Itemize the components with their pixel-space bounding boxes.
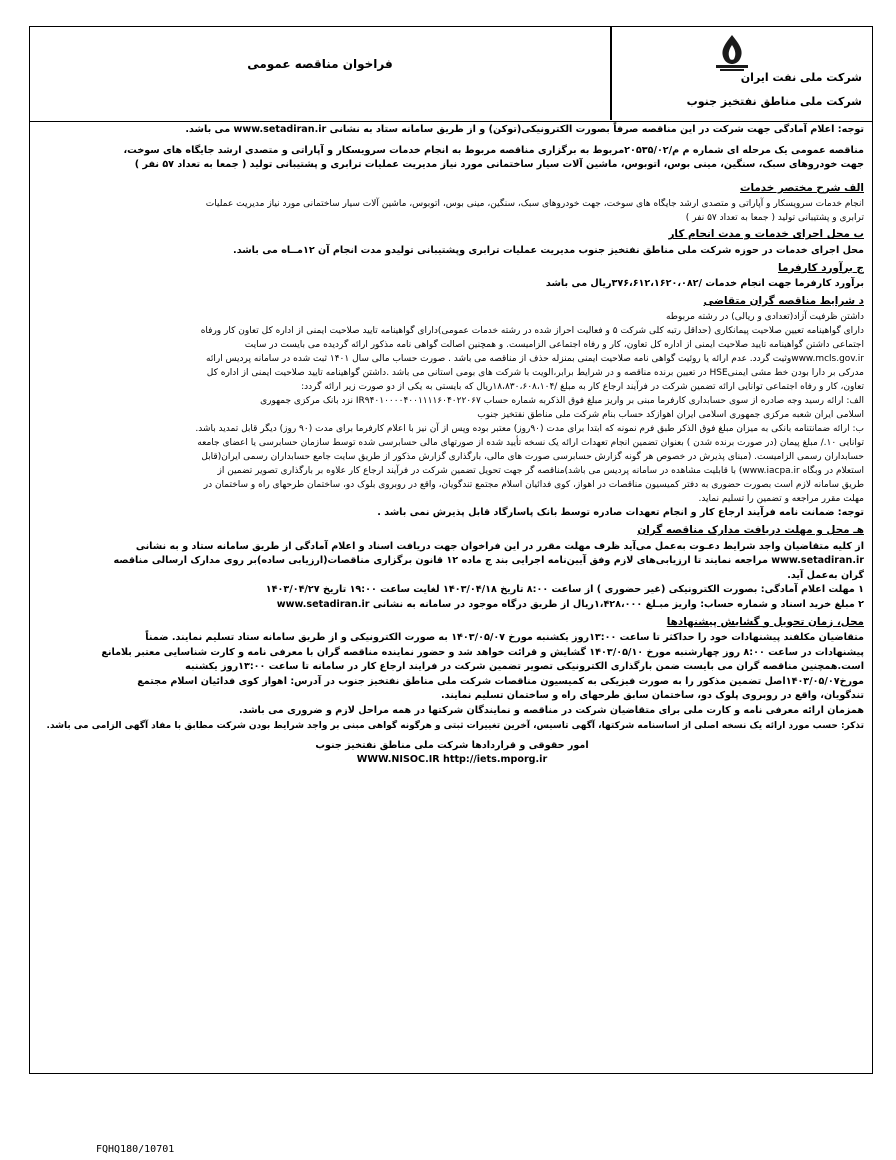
document-body bbox=[40, 123, 864, 768]
section-e-item: ۲ مبلغ خرید اسناد و شماره حساب: واریز مبـلغ ۱،۴۲۸،۰۰۰ریال از طریق درگاه موجود در سامانه به نشانی www.setadiran.ir bbox=[276, 598, 864, 610]
section-d-line: طریق سامانه لازم است بصورت حضوری به دفتر کمیسیون مناقصات در اهواز، کوی فدائیان اسلام مجتمع تندگویان، واقع در روبروی بلوک دو، ساختمان طرحهای راه و ساختمان در bbox=[203, 480, 864, 491]
section-d-line: دارای گواهینامه تعیین صلاحیت پیمانکاری (حداقل رتبه کلی شرکت ۵ و فعالیت احراز شده در رشته خدمات عمومی)دارای گواهینامه تایید صلاحیت ایمنی از اداره کل تعاون کار ورفاه bbox=[200, 326, 864, 337]
section-d-line: استعلام در وبگاه www.iacpa.ir) با قابلیت مشاهده در سامانه پردیس می باشد)مناقصه گر جهت تحویل تضمین شرکت در فرآیند ارجاع کار علاوه بر بارگذاری تصویر تضمین از bbox=[217, 466, 864, 477]
section-e-line: www.setadiran.ir مراجعه نمایند تا ارزیابی‌های لازم وفق آیین‌نامه اجرایی بند ج ماده ۱۲ قانون برگزاری مناقصات(ارزیابی ساده)بر روی مدارک ارسالی مناقصه bbox=[113, 555, 864, 567]
section-d-line: www.mcls.gov.irوثیت گردد. عدم ارائه یا روئیت گواهی نامه صلاحیت ایمنی بمنزله حذف از مناقصه می باشد . صورت حساب مالی سال ۱۴۰۱ ثبت شده در سامانه پردیس ارائه bbox=[206, 354, 864, 365]
section-d-line: داشتن ظرفیت آزاد(تعدادی و ریالی) در رشته مربوطه bbox=[665, 312, 864, 323]
section-a-heading: الف شرح مختصر خدمات bbox=[740, 181, 864, 194]
intro-line: جهت خودروهای سبک، سنگین، مینی بوس، اتوبوس، ماشین آلات سیار ساختمانی مورد نیاز مدیریت عملیات ترابری و پشتیبانی تولید ( جمعا به تعداد ۵۷ نفر ) bbox=[134, 159, 864, 171]
footer-code: FQHQ180/10701 bbox=[96, 1144, 175, 1155]
section-f-line: تندگویان، واقع در روبروی پلوک دو، ساختمان سابق طرحهای راه و ساختمان تسلیم نمایند. bbox=[441, 690, 864, 702]
section-f-line: پیشنهادات در ساعت ۸:۰۰ روز چهارشنبه مورخ ۱۴۰۳/۰۵/۱۰ گشایش و قرائت خواهد شد و حضور نماینده مناقصه گران با معرفی نامه و کارت شناسایی معتبر بلامانع bbox=[101, 646, 864, 658]
company-name-nisoc: شرکت ملی مناطق نفتخیز جنوب bbox=[686, 95, 862, 108]
guarantee-note: توجه: ضمانت نامه فرآیند ارجاع کار و انجام تعهدات صادره توسط بانک پاسارگاد قابل پذیرش نمی باشد . bbox=[377, 507, 864, 519]
section-d-line: اسلامی ایران شعبه مرکزی جمهوری اسلامی ایران اهوازکد حساب بنام شرکت ملی مناطق نفتخیز جنوب bbox=[477, 410, 864, 421]
section-a-line: ترابری و پشتیبانی تولید ( جمعا به تعداد ۵۷ نفر ) bbox=[685, 213, 864, 224]
section-d-line: الف: ارائه رسید وجه صادره از سوی حسابداری کارفرما مبنی بر واریز مبلغ فوق الذکربه شماره حساب IR۹۴۰۱۰۰۰۰۴۰۰۱۱۱۱۶۰۴۰۲۲۰۶۷ نزد بانک مرکزی جمهوری bbox=[260, 396, 864, 407]
section-b-heading: ب محل اجرای خدمات و مدت انجام کار bbox=[668, 228, 864, 241]
section-c-text: برآورد کارفرما جهت انجام خدمات /۳۷۶،۶۱۲،۱۶۲۰،۰۸۲ریال می باشد bbox=[545, 278, 864, 290]
section-d-line: تعاون، کار و رفاه اجتماعی توانایی ارائه تضمین شرکت در فرآیند ارجاع کار به مبلغ /۱۸،۸۳۰،۶۰۸،۱۰۴ریال که بایستی به یکی از دو صورت زیر ارائه گردد: bbox=[301, 382, 864, 393]
section-c-heading: ج برآورد کارفرما bbox=[778, 261, 864, 274]
section-f-heading: محل، زمان تحویل و گشایش پیشنهادها bbox=[666, 615, 864, 628]
company-name-nioc: شرکت ملی نفت ایران bbox=[740, 71, 862, 84]
section-d-line: ب: ارائه ضمانتنامه بانکی به میزان مبلغ فوق الذکر طبق فرم نمونه که ابتدا برای مدت (۹۰روز) معتبر بوده وپس از آن نیز با اعلام کارفرما برای مدت (۹۰ روز) دیگر قابل تمدید باشد. bbox=[195, 424, 864, 435]
signature-line: امور حقوقی و قراردادها شرکت ملی مناطق نفتخیز جنوب bbox=[315, 739, 589, 751]
section-d-line: توانایی ۱۰./ مبلغ پیمان (در صورت برنده شدن ) بعنوان تضمین انجام تعهدات ارائه یک نسخه تأیید شده از صورتهای مالی حسابرسی شده توسط سازمان حسابرسی یا اعضای جامعه bbox=[197, 438, 864, 449]
intro-line: مناقصه عمومی یک مرحله ای شماره م م/۲۰۵۳۵/۰۲مربوط به برگزاری مناقصه مربوط به انجام خدمات سرویسکار و آپاراتی و متصدی ارشد جایگاه های سوخت، bbox=[123, 144, 864, 156]
disclaimer-text: تذکر: حسب مورد ارائه یک نسخه اصلی از اساسنامه شرکتها، آگهی تاسیس، آخرین تغییرات ثبتی و هرگونه گواهی مبنی بر واجد شرایط بودن شرکت مطابق با مفاد آگهی الزامی می باشد. bbox=[46, 720, 864, 731]
electronic-notice: توجه: اعلام آمادگی جهت شرکت در این مناقصه صرفاً بصورت الکترونیکی(توکن) و از طریق سامانه ستاد به نشانی www.setadiran.ir می باشد. bbox=[185, 124, 864, 135]
section-a-line: انجام خدمات سرویسکار و آپاراتی و متصدی ارشد جایگاه های سوخت، جهت خودروهای سبک، سنگین، مینی بوس، اتوبوس، ماشین آلات سیار ساختمانی مورد نیاز مدیریت عملیات bbox=[205, 199, 864, 210]
section-d-line: حسابداران رسمی الزامیست. (مبنای پذیرش در خصوص هر گونه گزارش حسابرسی صورت های مالی، بارگذاری گزارش مذکور از طریق سایت جامع حسابداران رسمی ایران(قابل bbox=[201, 452, 864, 463]
section-d-heading: د شرایط مناقصه گران متقاضی bbox=[703, 294, 864, 307]
section-e-line: گران به‌عمل آید. bbox=[787, 569, 864, 581]
section-e-line: از کلیه متقاضیان واجد شرایط دعـوت به‌عمل می‌آید ظرف مهلت مقرر در این فراخوان جهت دریافت اسناد و اعلام آمادگی از طریق سامانه ستاد و به نشانی bbox=[135, 540, 864, 552]
website-line: WWW.NISOC.IR http://iets.mporg.ir bbox=[356, 754, 548, 766]
page-title: فراخوان مناقصه عمومی bbox=[247, 57, 393, 71]
document-header bbox=[30, 27, 872, 122]
section-d-line: اجتماعی داشتن گواهینامه تایید صلاحیت ایمنی از اداره کل تعاون، کار و رفاه اجتماعی الزامیست. و همچنین اصالت گواهی نامه مذکور ارائه گردیده می بایست در سایت bbox=[244, 340, 864, 351]
closing-text: همزمان ارائه معرفی نامه و کارت ملی برای متقاضیان شرکت در مناقصه و نمایندگان شرکتها در همه مراحل لازم و ضروری می باشد. bbox=[238, 705, 864, 717]
section-d-line: مدرکی بر دارا بودن خط مشی ایمنیHSE در تعیین برنده مناقصه و در شرایط برابر،الویت با شرکت های بومی استانی می باشد .داشتن گواهینامه تایید صلاحیت ایمنی از اداره کل bbox=[206, 368, 864, 379]
section-d-line: مهلت مقرر مراجعه و تضمین را تسلیم نماید. bbox=[698, 494, 864, 505]
nioc-flame-logo-icon bbox=[710, 33, 754, 73]
document-frame bbox=[29, 26, 873, 1074]
section-b-text: محل اجرای خدمات در حوزه شرکت ملی مناطق نفتخیز جنوب مدیریت عملیات ترابری وپشتیبانی تولیدو مدت انجام آن ۱۲مــاه می باشد. bbox=[233, 244, 864, 256]
section-e-item: ۱ مهلت اعلام آمادگی: بصورت الکترونیکی (غیر حضوری ) از ساعت ۸:۰۰ تاریخ ۱۴۰۳/۰۴/۱۸ لغایت ساعت ۱۹:۰۰ تاریخ ۱۴۰۳/۰۴/۲۷ bbox=[265, 584, 864, 596]
section-f-line: است.همچنین مناقصه گران می بایست ضمن بارگذاری الکترونیکی تصویر تضمین شرکت در فرایند ارجاع کار در سامانه تا ساعت ۱۳:۰۰روز یکشنبه bbox=[185, 661, 864, 673]
section-f-line: متقاضیان مکلفند پیشنهادات خود را حداکثر تا ساعت ۱۳:۰۰روز یکشنبه مورخ ۱۴۰۳/۰۵/۰۷ به صورت الکترونیکی و از طریق سامانه ستاد تسلیم نمایند. ضمناً bbox=[145, 632, 864, 644]
section-f-line: مورخ۱۴۰۳/۰۵/۰۷اصل تضمین مذکور را به صورت فیزیکی به کمیسیون مناقصات شرکت ملی مناطق نفتخیز جنوب در آدرس: اهواز کوی فدائیان اسلام مجتمع bbox=[137, 675, 864, 687]
section-e-heading: هـ محل و مهلت دریافت مدارک مناقصه گران bbox=[637, 523, 864, 536]
